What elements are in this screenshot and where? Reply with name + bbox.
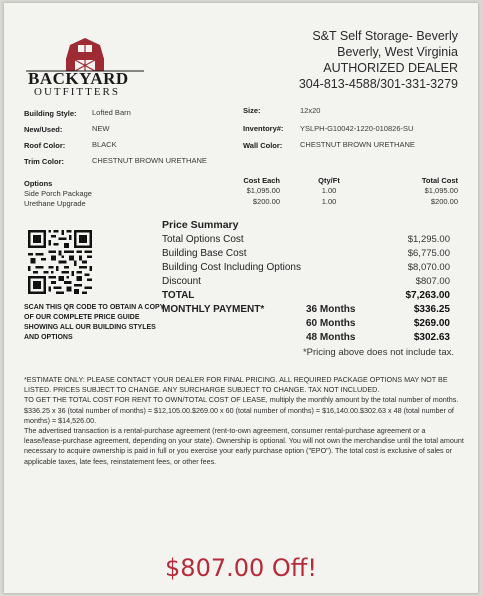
summary-label-discount: Discount: [162, 276, 201, 287]
tax-note: *Pricing above does not include tax.: [302, 347, 454, 358]
option-row-2-total: $200.00: [430, 197, 458, 206]
term-36-value: $336.25: [413, 304, 450, 315]
term-60-value: $269.00: [413, 318, 450, 329]
size-value: 12x20: [300, 106, 321, 115]
roof-color-label: Roof Color:: [24, 141, 66, 150]
options-header: Options: [24, 179, 53, 188]
disclaimer-estimate: *ESTIMATE ONLY: PLEASE CONTACT YOUR DEALER FOR FINAL PRICING. ALL REQUIRED PACKAGE OPTIONS MAY NOT BE LISTED. PRICES SUBJECT TO CHANGE. ANY SURCHARGE SUBJECT TO CHANGE. TAX NOT INCLUDED.: [24, 375, 448, 395]
disclaimer-calculation: $336.25 x 36 (total number of months) = $12,105.00.$269.00 x 60 (total number of months) = $16,140.00.$302.63 x 48 (total number of months) = $14,526.00.: [24, 405, 454, 425]
inventory-label: Inventory#:: [243, 124, 284, 133]
qr-caption: SCAN THIS QR CODE TO OBTAIN A COPY OF OUR COMPLETE PRICE GUIDE SHOWING ALL OUR BUILDING STYLES AND OPTIONS: [24, 304, 165, 341]
trim-color-label: Trim Color:: [24, 157, 65, 166]
option-row-2-cost: $200.00: [252, 197, 280, 206]
qr-code-icon: [28, 230, 92, 294]
summary-value-including: $8,070.00: [407, 262, 450, 273]
summary-label-including: Building Cost Including Options: [162, 262, 301, 273]
dealer-name: S&T Self Storage- Beverly: [312, 29, 458, 43]
summary-label-base: Building Base Cost: [162, 248, 247, 259]
cost-each-header: Cost Each: [243, 176, 280, 185]
dealer-phone: 304-813-4588/301-331-3279: [298, 77, 458, 91]
logo-subtitle: OUTFITTERS: [34, 86, 120, 98]
price-summary-title: Price Summary: [162, 219, 239, 231]
summary-value-total: $7,263.00: [405, 290, 450, 301]
size-label: Size:: [243, 106, 261, 115]
term-60-label: 60 Months: [306, 318, 356, 329]
term-48-value: $302.63: [413, 332, 450, 343]
dealer-status: AUTHORIZED DEALER: [323, 61, 458, 75]
summary-value-base: $6,775.00: [407, 248, 450, 259]
building-style-value: Lofted Barn: [92, 108, 131, 117]
wall-color-label: Wall Color:: [243, 141, 283, 150]
summary-label-options: Total Options Cost: [162, 234, 244, 245]
option-row-1-total: $1,095.00: [424, 186, 458, 195]
disclaimer-total-cost: TO GET THE TOTAL COST FOR RENT TO OWN/TOTAL COST OF LEASE, multiply the monthly amount by the total number of months.: [24, 395, 459, 405]
roof-color-value: BLACK: [92, 140, 117, 149]
option-row-2-qty: 1.00: [321, 197, 337, 206]
term-36-label: 36 Months: [306, 304, 356, 315]
dealer-location: Beverly, West Virginia: [337, 45, 458, 59]
discount-promo: $807.00 Off!: [165, 554, 317, 582]
term-48-label: 48 Months: [306, 332, 356, 343]
new-used-value: NEW: [92, 124, 110, 133]
trim-color-value: CHESTNUT BROWN URETHANE: [92, 156, 207, 165]
summary-value-discount: $807.00: [415, 276, 450, 287]
option-row-2-name: Urethane Upgrade: [24, 199, 86, 208]
price-sheet: [4, 3, 478, 593]
inventory-value: YSLPH-G10042-1220-010826-SU: [300, 124, 414, 133]
wall-color-value: CHESTNUT BROWN URETHANE: [300, 140, 415, 149]
option-row-1-name: Side Porch Package: [24, 189, 92, 198]
summary-value-options: $1,295.00: [407, 234, 450, 245]
disclaimer-agreement: The advertised transaction is a rental-purchase agreement (rent-to-own agreement, consumer rental-purchase agreement or a lease/lease-purchase agreement, depending on your state). Ownership is optional. You will not own the merchandise until the total amount necessary to acquire ownership is paid in full or you exercise your early purchase option ("EPO"). The total cost is exclusive of sales or applicable taxes, late fees, reinstatement fees, or other fees.: [24, 426, 464, 466]
summary-label-total: TOTAL: [162, 290, 195, 301]
total-cost-header: Total Cost: [421, 176, 458, 185]
monthly-payment-label: MONTHLY PAYMENT*: [162, 304, 265, 315]
logo-wordmark: BACKYARD: [28, 69, 129, 88]
option-row-1-qty: 1.00: [321, 186, 337, 195]
qty-header: Qty/Ft: [318, 176, 340, 185]
building-style-label: Building Style:: [24, 109, 77, 118]
dealer-info: [299, 28, 458, 92]
disclaimer: [24, 375, 464, 467]
option-row-1-cost: $1,095.00: [246, 186, 280, 195]
new-used-label: New/Used:: [24, 125, 63, 134]
